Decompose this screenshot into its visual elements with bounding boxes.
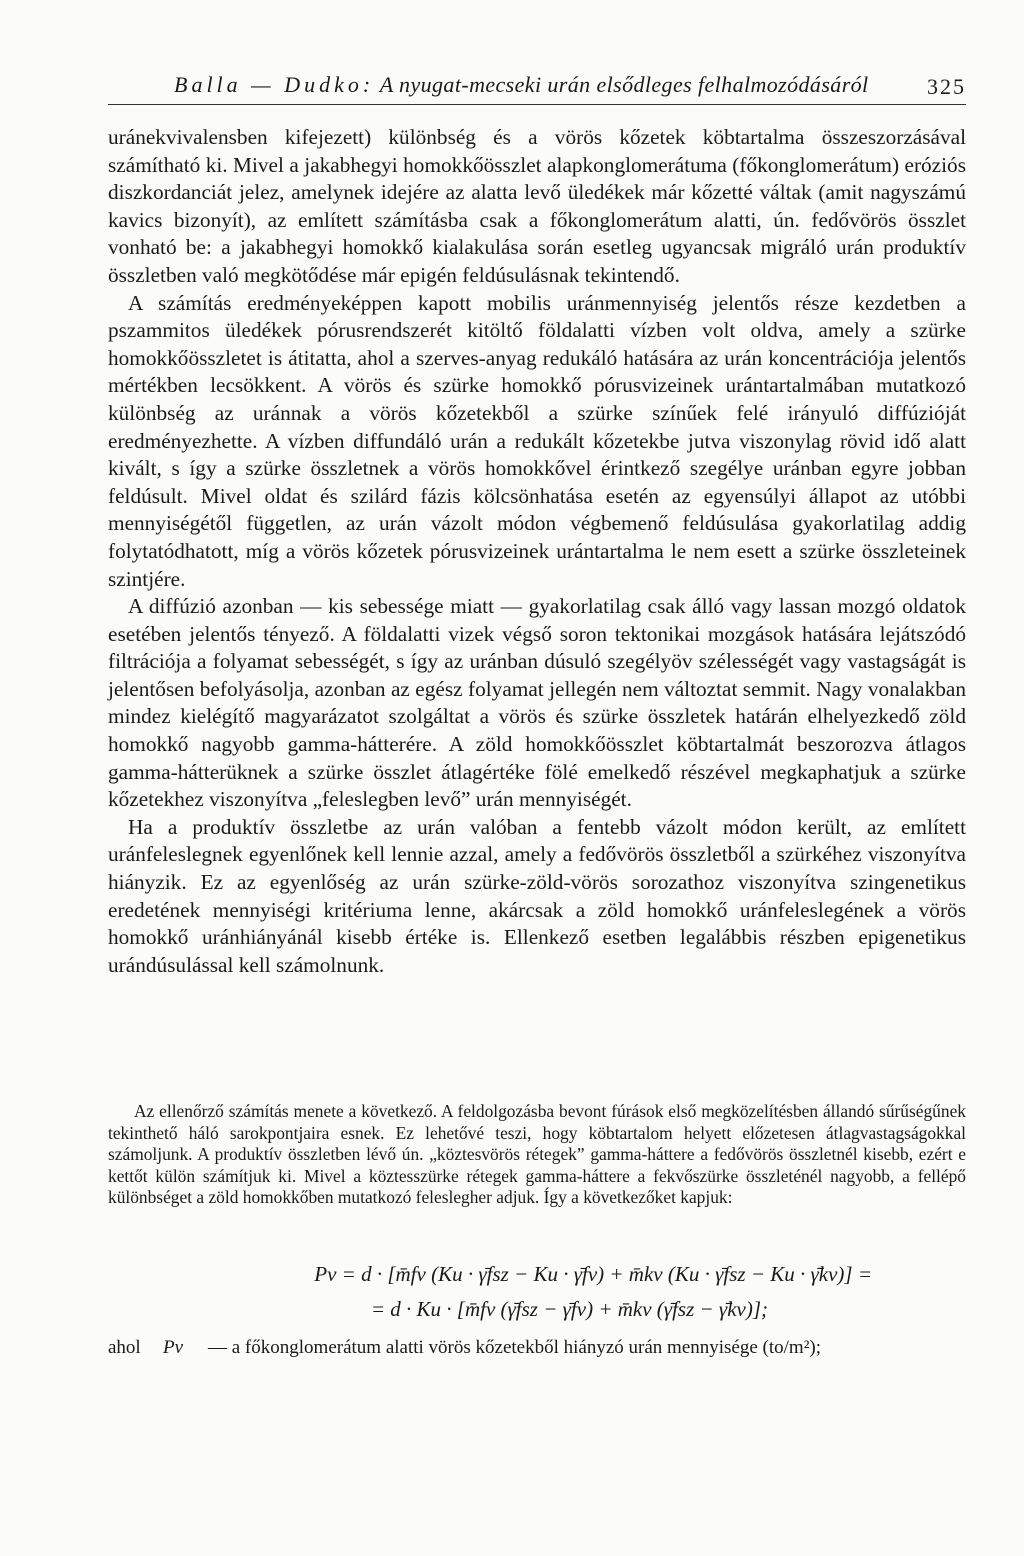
running-title-author: Balla — Dudko: [174,72,375,97]
definition-text: — a főkonglomerátum alatti vörös kőzetekből hiányzó urán mennyisége (to/m²); [208,1337,822,1358]
paragraph-4: Ha a produktív összletbe az urán valóban a fentebb vázolt módon került, az említett uránfeleslegnek egyenlőnek kell lennie azzal, amely a fedővörös összletből a szürkéhez viszonyítva hiányzik. Ez az egyenlőség az urán szürke-zöld-vörös sorozathoz viszonyítva szingenetikus eredetének mennyiségi kritériuma lenne, akárcsak a zöld homokkő uránfeleslegének a vörös homokkő uránhiányánál kisebb értéke is. Ellenkező esetben legalábbis részben epigenetikus urándúsulással kell számolnunk. [108,814,966,977]
definition-word: ahol [108,1337,141,1358]
formula-line-1: Pv = d · [m̄fv (Ku · γ̄fsz − Ku · γ̄fv) + m̄kv (Ku · γ̄fsz − Ku · γ̄kv)] = [314,1262,872,1286]
definition-symbol: Pv [163,1337,184,1358]
main-text [108,124,966,979]
page-number: 325 [927,74,966,99]
paragraph-2: A számítás eredményeképpen kapott mobilis uránmennyiség jelentős része kezdetben a pszammitos üledékek pórusrendszerét kitöltő földalatti vízben volt oldva, amely a szürke homokkőösszletet is átitatta, ahol a szerves-anyag redukáló hatására az urán koncentrációja jelentős mértékben lecsökkent. A vörös és szürke homokkő pórusvizeinek urántartalmában mutatkozó különbség az uránnak a vörös kőzetekből a szürke színűek felé irányuló diffúzióját eredményezhette. A vízben diffundáló urán a redukált kőzetekbe jutva viszonylag rövid idő alatt kivált, s így a szürke összletnek a vörös homokkővel érintkező szegélye uránban egyre jobban feldúsult. Mivel oldat és szilárd fázis kölcsönhatása esetén az egyensúlyi állapot az utóbbi mennyiségétől független, az urán vázolt módon végbemenő feldúsulása gyakorlatilag addig folytatódhatott, míg a vörös kőzetek pórusvizeinek urántartalma le nem esett a szürke összleteinek szintjére. [108,290,966,591]
running-title-text: A nyugat-mecseki urán elsődleges felhalmozódásáról [379,72,869,97]
formula-line-2: = d · Ku · [m̄fv (γ̄fsz − γ̄fv) + m̄kv (γ̄fsz − γ̄kv)]; [370,1297,768,1321]
running-title [174,72,869,98]
running-head [108,68,966,105]
paragraph-3: A diffúzió azonban — kis sebessége miatt — gyakorlatilag csak álló vagy lassan mozgó oldatok esetében jelentős tényező. A földalatti vizek végső soron tektonikai mozgások hatására lejátszódó filtrációja a folyamat sebességét, s így az uránban dúsuló szegélyöv szélességét vagy vastagságát is jelentősen befolyásolja, azonban az egész folyamat jellegén nem változtat semmit. Nagy vonalakban mindez kielégítő magyarázatot szolgáltat a vörös és szürke összletek határán elhelyezkedő zöld homokkő nagyobb gamma-hátterére. A zöld homokkőösszlet köbtartalmát beszorozva átlagos gamma-hátterüknek a szürke összlet átlagértéke fölé emelkedő részével megkaphatjuk a szürke kőzetekhez viszonyítva „feleslegben levő” urán mennyiségét. [108,594,966,812]
small-print-note [108,1101,966,1209]
note-paragraph: Az ellenőrző számítás menete a következő. A feldolgozásba bevont fúrások első megközelítésben állandó sűrűségűnek tekinthető háló sarokpontjaira esnek. Ez lehetővé teszi, hogy köbtartalom helyett előzetesen átlagvastagságokkal számoljunk. A produktív összletben lévő ún. „köztesvörös rétegek” gamma-háttere a fedővörös összletnél kisebb, ezért e kettőt külön számítjuk ki. Mivel a köztesszürke rétegek gamma-háttere a fekvőszürke összleténél nagyobb, a fellépő különbséget a zöld homokkőben mutatkozó feleslegher adjuk. Így a következőket kapjuk: [108,1101,966,1208]
paragraph-1: uránekvivalensben kifejezett) különbség és a vörös kőzetek köbtartalma összeszorzásával számítható ki. Mivel a jakabhegyi homokkőösszlet alapkonglomerátuma (főkonglomerátum) eróziós diszkordanciát jelez, amelynek idejére az alatta levő üledékek már kőzetté váltak (amit nagyszámú kavics bizonyít), az említett számításba csak a főkonglomerátum alatti, ún. fedővörös összlet vonható be: a jakabhegyi homokkő kialakulása során esetleg ugyancsak migráló urán produktív összletben való megkötődése már epigén feldúsulásnak tekintendő. [108,125,966,287]
